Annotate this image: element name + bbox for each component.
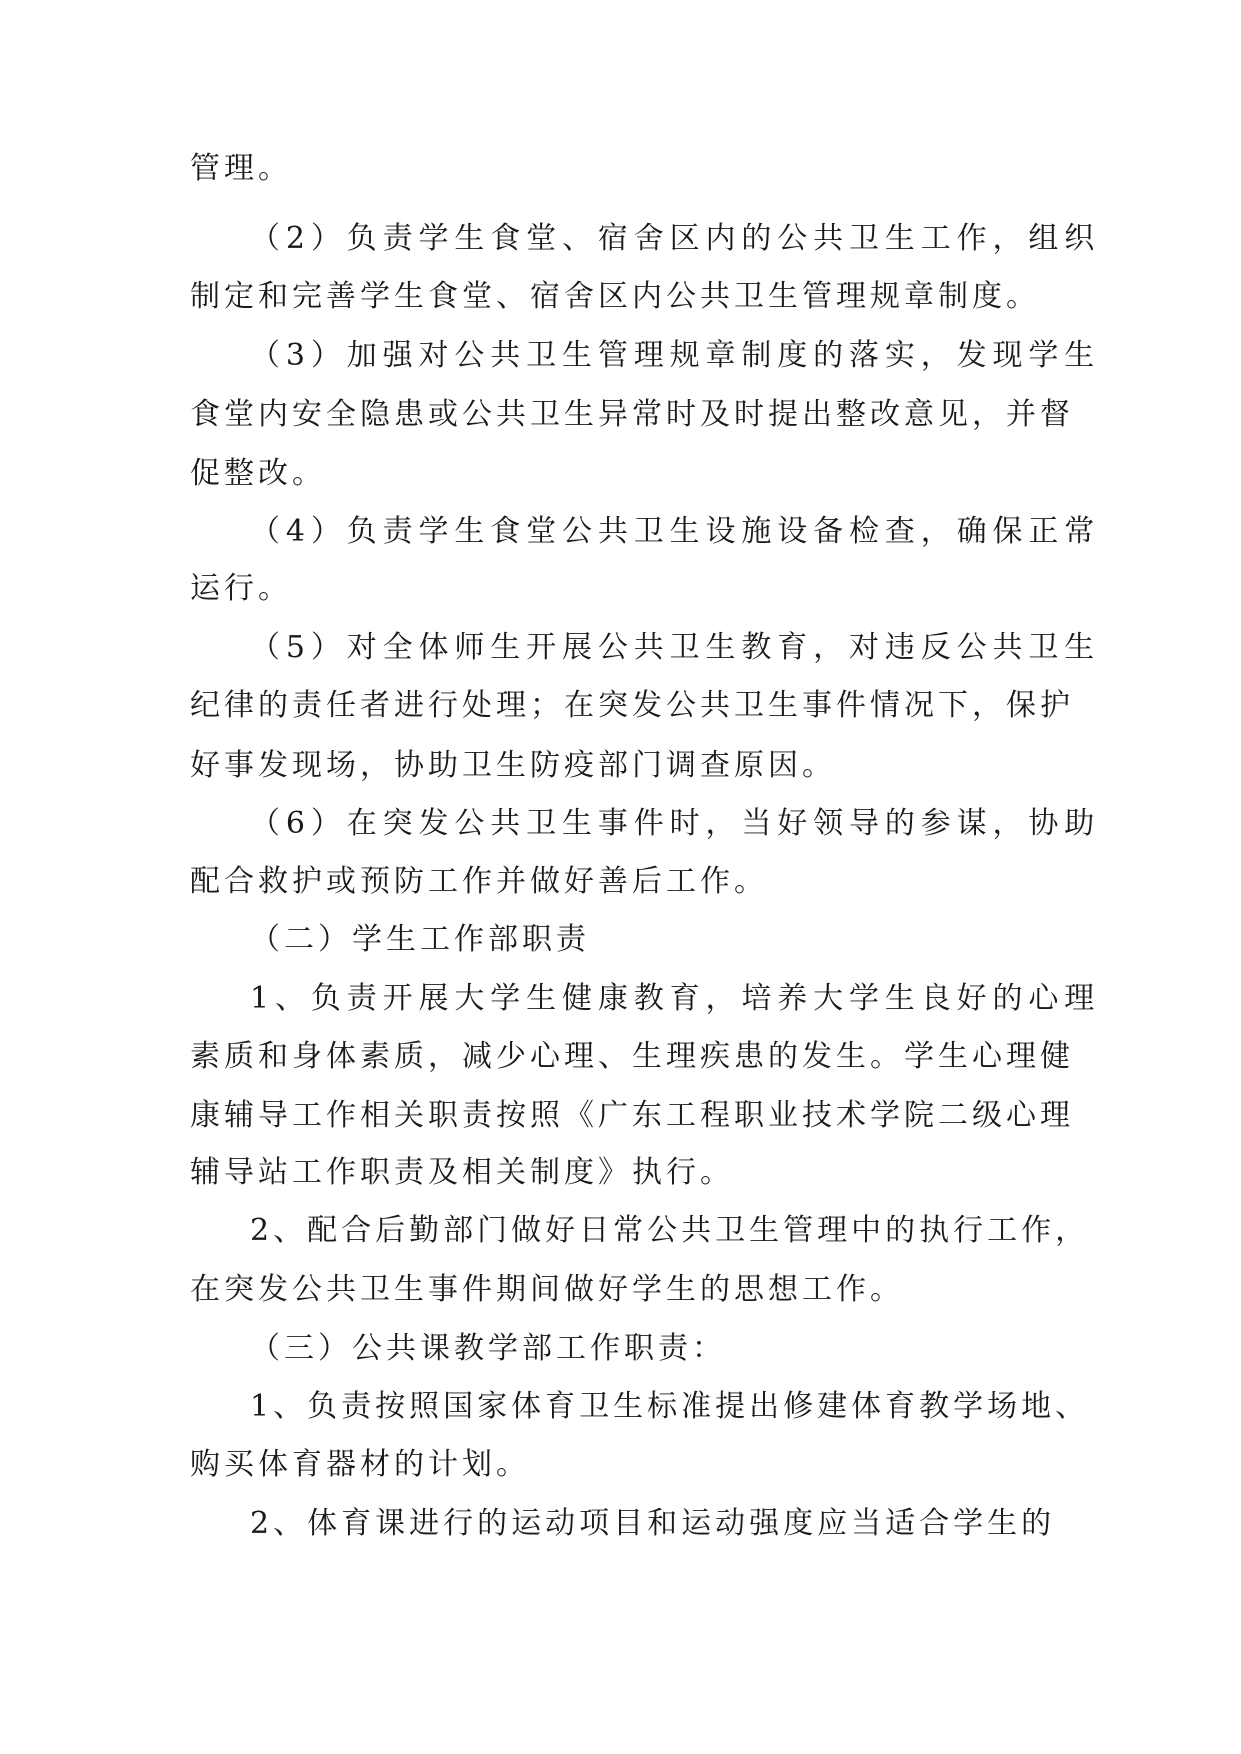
section-heading: （三）公共课教学部工作职责： bbox=[250, 1331, 726, 1366]
text-line: （5）对全体师生开展公共卫生教育，对违反公共卫生 bbox=[250, 630, 1101, 665]
text-line: 运行。 bbox=[190, 571, 292, 606]
text-line: 促整改。 bbox=[190, 456, 326, 491]
text-line: 在突发公共卫生事件期间做好学生的思想工作。 bbox=[190, 1272, 904, 1307]
text-line: 康辅导工作相关职责按照《广东工程职业技术学院二级心理 bbox=[190, 1098, 1074, 1133]
text-line: （2）负责学生食堂、宿舍区内的公共卫生工作，组织 bbox=[250, 221, 1101, 256]
text-line: （3）加强对公共卫生管理规章制度的落实，发现学生 bbox=[250, 338, 1101, 373]
text-line: 1、负责开展大学生健康教育，培养大学生良好的心理 bbox=[250, 981, 1101, 1016]
text-line: 1、负责按照国家体育卫生标准提出修建体育教学场地、 bbox=[250, 1389, 1090, 1424]
text-line: 配合救护或预防工作并做好善后工作。 bbox=[190, 864, 768, 899]
section-heading: （二）学生工作部职责 bbox=[250, 922, 590, 957]
text-line: 2、配合后勤部门做好日常公共卫生管理中的执行工作， bbox=[250, 1213, 1090, 1248]
text-line: 辅导站工作职责及相关制度》执行。 bbox=[190, 1155, 734, 1190]
text-line: 2、体育课进行的运动项目和运动强度应当适合学生的 bbox=[250, 1506, 1056, 1541]
text-line: 管理。 bbox=[190, 151, 292, 186]
text-line: 好事发现场，协助卫生防疫部门调查原因。 bbox=[190, 748, 836, 783]
text-line: 素质和身体素质，减少心理、生理疾患的发生。学生心理健 bbox=[190, 1039, 1074, 1074]
text-line: 食堂内安全隐患或公共卫生异常时及时提出整改意见，并督 bbox=[190, 397, 1074, 432]
text-line: 纪律的责任者进行处理；在突发公共卫生事件情况下，保护 bbox=[190, 688, 1074, 723]
text-line: 制定和完善学生食堂、宿舍区内公共卫生管理规章制度。 bbox=[190, 279, 1040, 314]
text-line: （4）负责学生食堂公共卫生设施设备检查，确保正常 bbox=[250, 514, 1101, 549]
text-line: 购买体育器材的计划。 bbox=[190, 1447, 530, 1482]
text-line: （6）在突发公共卫生事件时，当好领导的参谋，协助 bbox=[250, 806, 1101, 841]
